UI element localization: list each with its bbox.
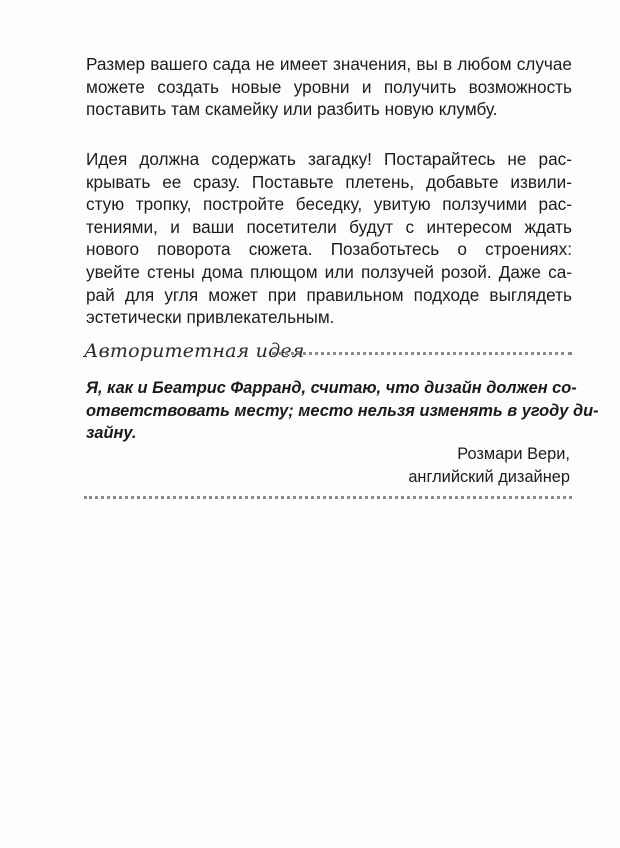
paragraph-garden-size [86, 53, 572, 121]
quote-line: зайну. [86, 424, 137, 443]
text-line: увейте стены дома плющом или ползучей розой. Даже са- [86, 261, 572, 282]
text-line: рай для угля может при правильном подходе выглядеть [86, 284, 572, 305]
quote-line: Я, как и Беатрис Фарранд, считаю, что дизайн должен со- [86, 379, 577, 397]
quote-attribution [408, 443, 570, 488]
sidebar-quote [86, 377, 599, 445]
text-line: Размер вашего сада не имеет значения, вы в любом случае [86, 54, 572, 74]
quote-line: ответствовать месту; место нельзя изменять в угоду ди- [86, 401, 599, 420]
text-line: нового поворота сюжета. Позаботьтесь о строениях: [86, 239, 572, 260]
text-line: можете создать новые уровни и получить возможность [86, 76, 572, 97]
text-line: Идея должна содержать загадку! Постарайтесь не рас- [86, 149, 572, 169]
text-line: поставить там скамейку или разбить новую клумбу. [86, 99, 498, 120]
sidebar-bottom-divider [84, 496, 572, 502]
quote-author: Розмари Вери, [457, 445, 570, 463]
paragraph-mystery-idea [86, 148, 572, 329]
sidebar-header [84, 340, 574, 370]
sidebar-top-divider [272, 352, 572, 358]
text-line: крывать ее сразу. Поставьте плетень, добавьте извили- [86, 171, 572, 192]
quote-author-role: английский дизайнер [408, 467, 570, 486]
text-line: тениями, и ваши посетители будут с интересом ждать [86, 216, 572, 237]
sidebar-title: Авторитетная идея [84, 340, 305, 362]
text-line: стую тропку, постройте беседку, увитую ползучими рас- [86, 194, 572, 215]
text-line: эстетически привлекательным. [86, 307, 335, 328]
